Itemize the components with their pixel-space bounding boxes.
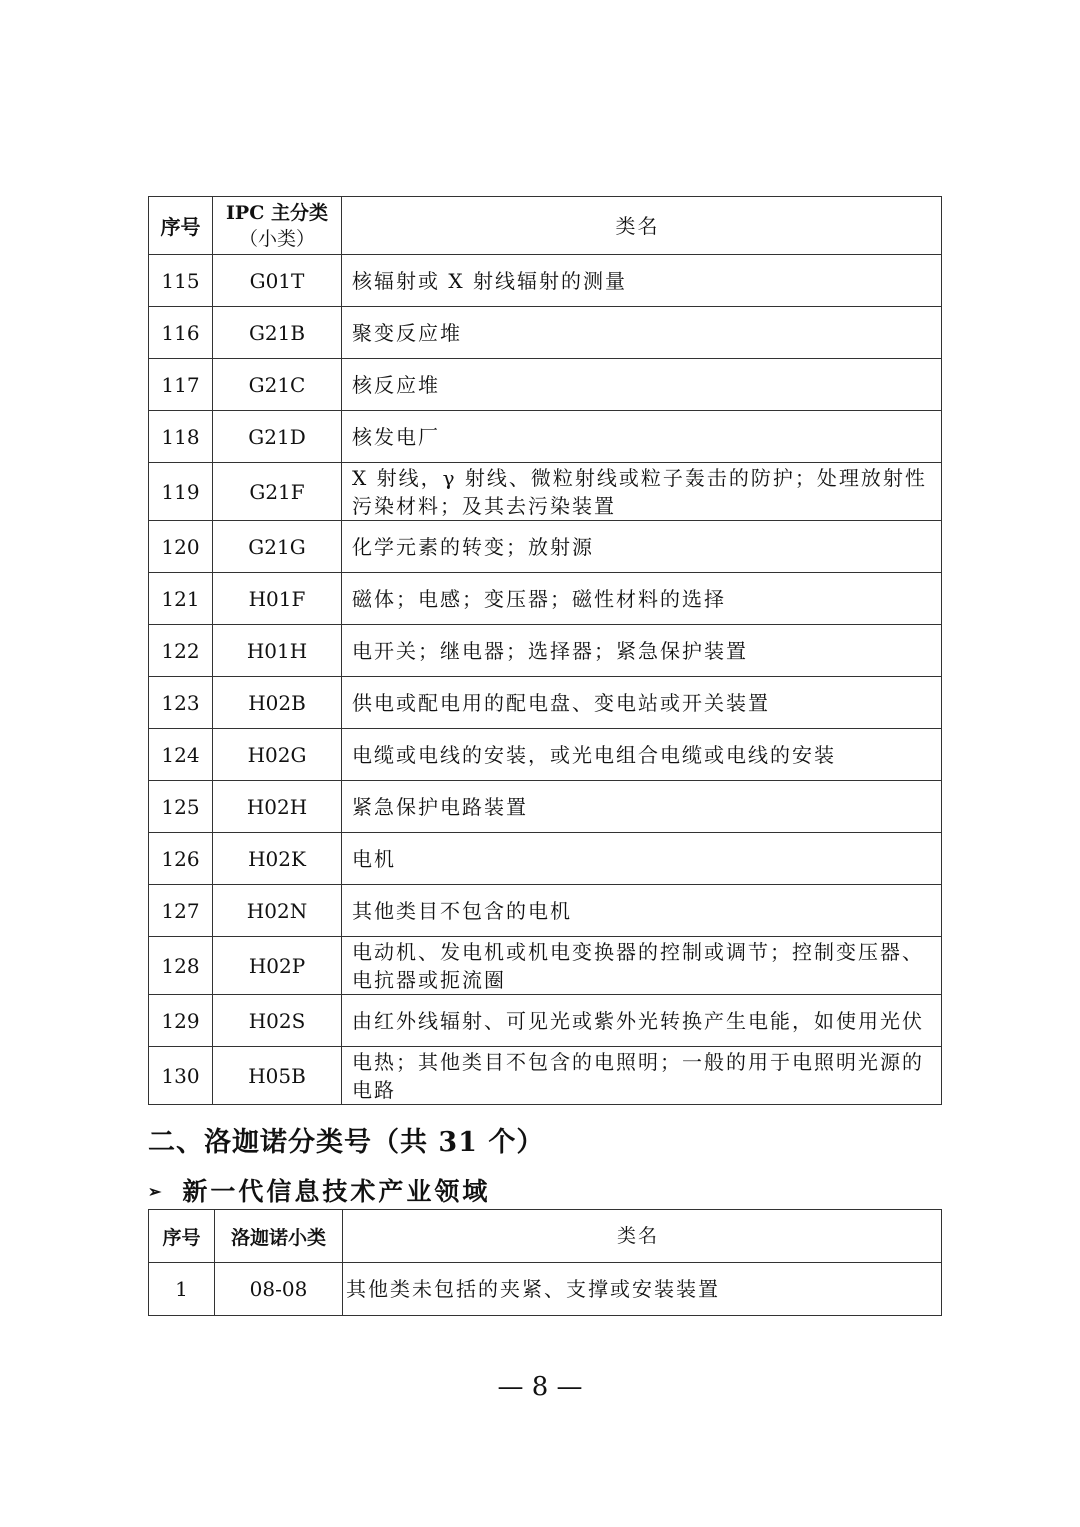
header-class-name: 类名 xyxy=(342,197,942,255)
row-serial: 120 xyxy=(149,521,213,573)
row-serial: 122 xyxy=(149,625,213,677)
row-serial: 127 xyxy=(149,885,213,937)
row-name: 电缆或电线的安装，或光电组合电缆或电线的安装 xyxy=(342,729,942,781)
page-number: — 8 — xyxy=(497,1372,583,1402)
row-code: H02N xyxy=(213,885,342,937)
table-row xyxy=(149,255,942,307)
row-name: 化学元素的转变；放射源 xyxy=(342,521,942,573)
table-row xyxy=(149,729,942,781)
table-header-row xyxy=(149,1210,942,1263)
table-row xyxy=(149,411,942,463)
row-serial: 130 xyxy=(149,1047,213,1105)
header-ipc-class-line1: IPC 主分类 xyxy=(226,201,328,224)
row-code: H05B xyxy=(213,1047,342,1105)
header-ipc-class xyxy=(213,197,342,255)
table-row xyxy=(149,833,942,885)
table-row xyxy=(149,937,942,995)
row-code: G21C xyxy=(213,359,342,411)
row-code: G21D xyxy=(213,411,342,463)
sub-heading xyxy=(148,1172,490,1208)
table-row xyxy=(149,359,942,411)
header-serial-number: 序号 xyxy=(149,1210,215,1263)
row-name: 其他类未包括的夹紧、支撑或安装装置 xyxy=(343,1263,942,1316)
row-code: G21F xyxy=(213,463,342,521)
row-code: H02P xyxy=(213,937,342,995)
table-row xyxy=(149,625,942,677)
row-name: 由红外线辐射、可见光或紫外光转换产生电能，如使用光伏 xyxy=(342,995,942,1047)
row-code: G01T xyxy=(213,255,342,307)
row-code: G21G xyxy=(213,521,342,573)
row-name: 电开关；继电器；选择器；紧急保护装置 xyxy=(342,625,942,677)
table-row xyxy=(149,521,942,573)
table-header-row xyxy=(149,197,942,255)
table-row xyxy=(149,995,942,1047)
row-serial: 1 xyxy=(149,1263,215,1316)
arrow-bullet-icon: ➢ xyxy=(148,1182,165,1201)
section-heading: 二、洛迦诺分类号（共 31 个） xyxy=(148,1127,545,1158)
row-code: G21B xyxy=(213,307,342,359)
table-row xyxy=(149,1047,942,1105)
row-code: 08-08 xyxy=(215,1263,343,1316)
header-locarno-class: 洛迦诺小类 xyxy=(215,1210,343,1263)
row-name: 紧急保护电路装置 xyxy=(342,781,942,833)
table-row xyxy=(149,463,942,521)
locarno-classification-table xyxy=(148,1209,942,1316)
row-name: 核发电厂 xyxy=(342,411,942,463)
row-code: H02H xyxy=(213,781,342,833)
row-code: H02B xyxy=(213,677,342,729)
row-name: 磁体；电感；变压器；磁性材料的选择 xyxy=(342,573,942,625)
table-row xyxy=(149,573,942,625)
table-row xyxy=(149,307,942,359)
row-name: 电机 xyxy=(342,833,942,885)
row-code: H02S xyxy=(213,995,342,1047)
row-serial: 123 xyxy=(149,677,213,729)
row-code: H01H xyxy=(213,625,342,677)
row-serial: 125 xyxy=(149,781,213,833)
row-code: H02K xyxy=(213,833,342,885)
row-name: 聚变反应堆 xyxy=(342,307,942,359)
row-serial: 128 xyxy=(149,937,213,995)
header-ipc-class-line2: （小类） xyxy=(238,227,315,250)
row-serial: 118 xyxy=(149,411,213,463)
table-row xyxy=(149,781,942,833)
table-row xyxy=(149,1263,942,1316)
row-name: 核反应堆 xyxy=(342,359,942,411)
sub-heading-text: 新一代信息技术产业领域 xyxy=(182,1177,491,1206)
row-name: 电动机、发电机或机电变换器的控制或调节；控制变压器、电抗器或扼流圈 xyxy=(342,937,942,995)
row-serial: 119 xyxy=(149,463,213,521)
header-serial-number: 序号 xyxy=(149,197,213,255)
row-name: 供电或配电用的配电盘、变电站或开关装置 xyxy=(342,677,942,729)
row-serial: 121 xyxy=(149,573,213,625)
row-code: H01F xyxy=(213,573,342,625)
row-name: X 射线，γ 射线、微粒射线或粒子轰击的防护；处理放射性污染材料；及其去污染装置 xyxy=(342,463,942,521)
row-serial: 126 xyxy=(149,833,213,885)
row-name: 电热；其他类目不包含的电照明；一般的用于电照明光源的电路 xyxy=(342,1047,942,1105)
row-serial: 117 xyxy=(149,359,213,411)
header-class-name: 类名 xyxy=(343,1210,942,1263)
row-code: H02G xyxy=(213,729,342,781)
row-name: 核辐射或 X 射线辐射的测量 xyxy=(342,255,942,307)
ipc-classification-table xyxy=(148,196,942,1105)
row-serial: 124 xyxy=(149,729,213,781)
row-serial: 129 xyxy=(149,995,213,1047)
row-name: 其他类目不包含的电机 xyxy=(342,885,942,937)
row-serial: 116 xyxy=(149,307,213,359)
table-row xyxy=(149,677,942,729)
row-serial: 115 xyxy=(149,255,213,307)
table-row xyxy=(149,885,942,937)
